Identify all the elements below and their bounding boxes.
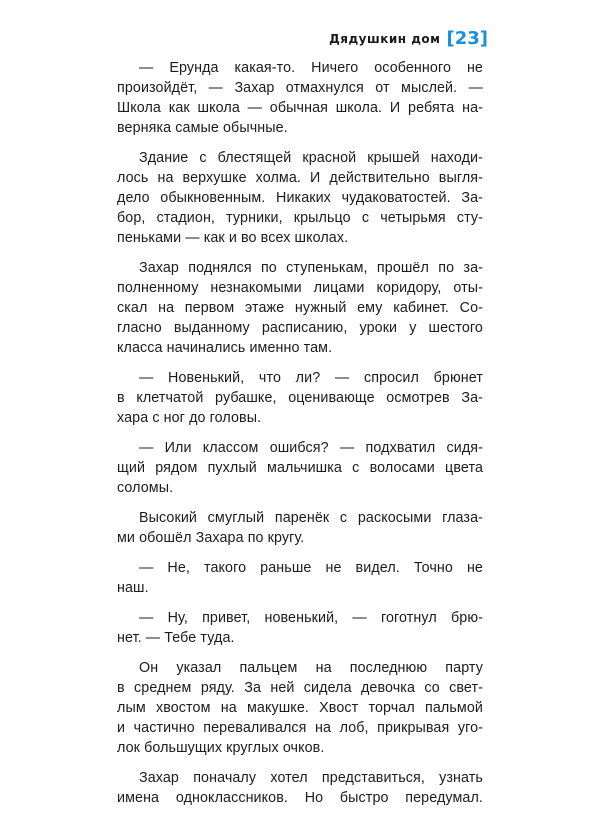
text-line: в клетчатой рубашке, оценивающе осмотрев За- [117,390,483,406]
text-line: нет. — Тебе туда. [117,630,235,646]
text-line: бор, стадион, турники, крыльцо с четырьмя сту- [117,210,483,226]
text-line: скал на первом этаже нужный ему кабинет. Со- [117,300,483,316]
text-line: наш. [117,580,149,596]
text-line: соломы. [117,480,174,496]
paragraph-5 [117,438,483,498]
text-line: — Ерунда какая-то. Ничего особенного не [139,60,483,76]
paragraph-3 [117,258,483,358]
text-line: щий рядом пухлый мальчишка с волосами цвета [117,460,483,476]
paragraph-7 [117,558,483,598]
text-line: — Новенький, что ли? — спросил брюнет [139,370,483,386]
paragraph-8 [117,608,483,648]
text-line: полненному незнакомыми лицами коридору, оты- [117,280,483,296]
page-header [329,28,488,49]
text-line: — Или классом ошибся? — подхватил сидя- [139,440,483,456]
running-title: Дядушкин дом [329,31,441,46]
text-line: и частично переваливался на лоб, прикрывая уго- [117,720,483,736]
text-line: произойдёт, — Захар отмахнулся от мыслей. — [117,80,483,96]
text-line: Захар поначалу хотел представиться, узнать [139,770,483,786]
text-line: в среднем ряду. За ней сидела девочка со свет- [117,680,483,696]
text-line: лось на верхушке холма. И действительно выгля- [117,170,483,186]
text-line: хара с ног до головы. [117,410,262,426]
paragraph-6 [117,508,483,548]
text-line: — Ну, привет, новенький, — гоготнул брю- [139,610,483,626]
text-line: Высокий смуглый паренёк с раскосыми глаза- [139,510,483,526]
text-line: лым хвостом на макушке. Хвост торчал пальмой [117,700,483,716]
paragraph-10 [117,768,483,808]
paragraph-1 [117,58,483,138]
text-line: пеньками — как и во всех школах. [117,230,349,246]
body-text [117,58,483,818]
text-line: — Не, такого раньше не видел. Точно не [139,560,483,576]
text-line: Захар поднялся по ступенькам, прошёл по за- [139,260,483,276]
text-line: гласно выданному расписанию, уроки у шестого [117,320,483,336]
paragraph-9 [117,658,483,758]
page-number: [23] [446,28,488,49]
text-line: Здание с блестящей красной крышей находи- [139,150,483,166]
text-line: лок большущих круглых очков. [117,740,325,756]
text-line: Школа как школа — обычная школа. И ребята на- [117,100,483,116]
text-line: имена одноклассников. Но быстро передумал. [117,790,483,806]
paragraph-2 [117,148,483,248]
text-line: ми обошёл Захара по кругу. [117,530,305,546]
text-line: верняка самые обычные. [117,120,288,136]
text-line: дело обыкновенным. Никаких чудаковатостей. За- [117,190,483,206]
paragraph-4 [117,368,483,428]
text-line: класса начинались именно там. [117,340,333,356]
text-line: Он указал пальцем на последнюю парту [139,660,483,676]
